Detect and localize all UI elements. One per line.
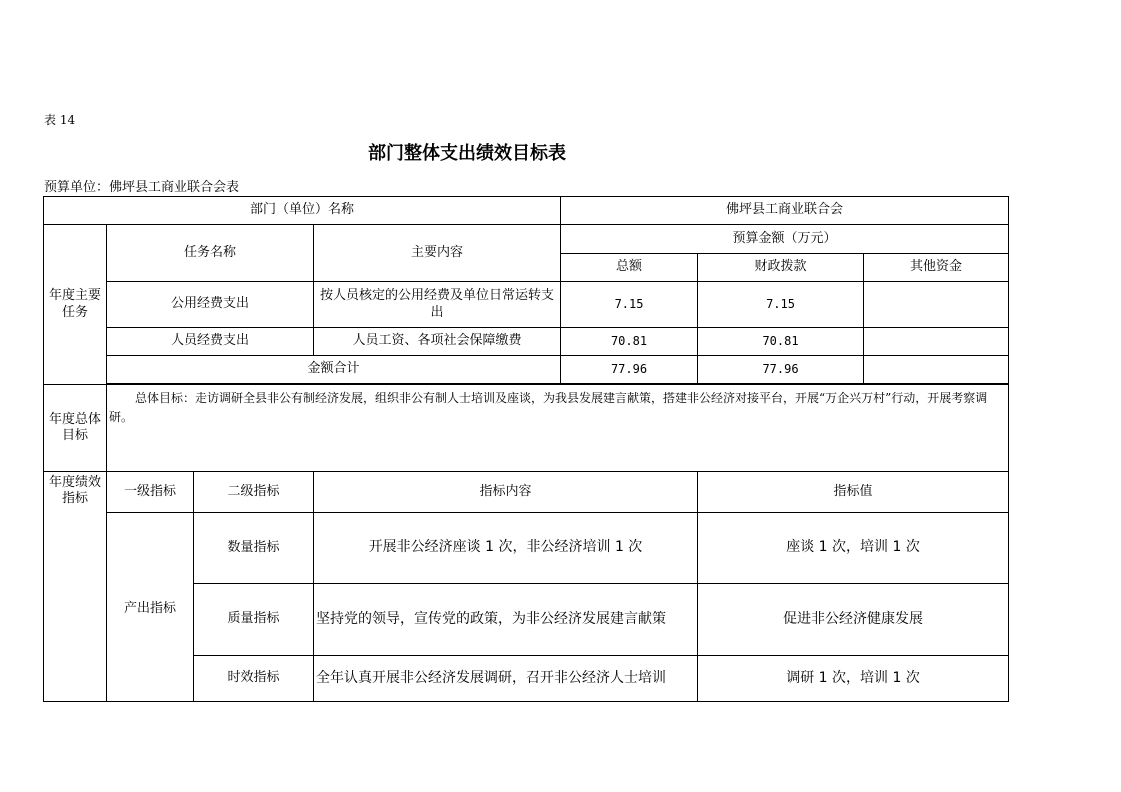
- indicator-value-header: 指标值: [698, 472, 1009, 513]
- indicator-value: 促进非公经济健康发展: [698, 584, 1009, 656]
- indicator-row: [44, 513, 1009, 584]
- task-name-header: 任务名称: [107, 225, 314, 282]
- task-content: 按人员核定的公用经费及单位日常运转支出: [314, 282, 561, 328]
- indicator-content: 开展非公经济座谈 1 次，非公经济培训 1 次: [314, 513, 698, 584]
- task-header-row: [44, 225, 1009, 254]
- page-title: 部门整体支出绩效目标表: [368, 143, 566, 164]
- indicator-level2: 质量指标: [194, 584, 314, 656]
- indicator-level2: 时效指标: [194, 656, 314, 702]
- dept-label: 部门（单位）名称: [44, 197, 561, 225]
- budget-amount-header: 预算金额（万元）: [561, 225, 1009, 254]
- task-total: 7.15: [561, 282, 698, 328]
- annual-tasks-label: 年度主要任务: [44, 225, 107, 385]
- task-name: 人员经费支出: [107, 328, 314, 356]
- task-total: 70.81: [561, 328, 698, 356]
- sum-other: [864, 356, 1009, 384]
- total-header: 总额: [561, 254, 698, 282]
- annual-goal-label: 年度总体目标: [44, 385, 107, 472]
- annual-indicators-label: 年度绩效指标: [44, 472, 107, 702]
- dept-row: [44, 197, 1009, 225]
- level2-header: 二级指标: [194, 472, 314, 513]
- performance-target-table: [43, 196, 1009, 702]
- dept-value: 佛坪县工商业联合会: [561, 197, 1009, 225]
- sum-fiscal: 77.96: [698, 356, 864, 384]
- indicator-content: 坚持党的领导，宣传党的政策，为非公经济发展建言献策: [314, 584, 698, 656]
- task-content: 人员工资、各项社会保障缴费: [314, 328, 561, 356]
- main-content-header: 主要内容: [314, 225, 561, 282]
- sum-total: 77.96: [561, 356, 698, 384]
- task-other: [864, 282, 1009, 328]
- budget-unit: 预算单位：佛坪县工商业联合会表: [44, 180, 240, 195]
- task-fiscal: 70.81: [698, 328, 864, 356]
- sum-row: [44, 356, 1009, 384]
- level1-output: 产出指标: [107, 513, 194, 702]
- sum-label: 金额合计: [107, 356, 561, 384]
- indicator-header-row: [44, 472, 1009, 513]
- level1-header: 一级指标: [107, 472, 194, 513]
- annual-goal-content: 总体目标：走访调研全县非公有制经济发展，组织非公有制人士培训及座谈，为我县发展建言献策，搭建非公经济对接平台，开展“万企兴万村”行动，开展考察调研。: [109, 391, 988, 424]
- indicator-value: 座谈 1 次，培训 1 次: [698, 513, 1009, 584]
- goal-row: [44, 385, 1009, 472]
- task-name: 公用经费支出: [107, 282, 314, 328]
- indicator-content-header: 指标内容: [314, 472, 698, 513]
- task-row: [44, 282, 1009, 328]
- other-funds-header: 其他资金: [864, 254, 1009, 282]
- fiscal-header: 财政拨款: [698, 254, 864, 282]
- task-fiscal: 7.15: [698, 282, 864, 328]
- annual-goal-text: [107, 385, 1009, 472]
- indicator-level2: 数量指标: [194, 513, 314, 584]
- task-other: [864, 328, 1009, 356]
- indicator-content: 全年认真开展非公经济发展调研，召开非公经济人士培训: [314, 656, 698, 702]
- indicator-value: 调研 1 次，培训 1 次: [698, 656, 1009, 702]
- table-number: 表 14: [44, 113, 76, 127]
- task-row: [44, 328, 1009, 356]
